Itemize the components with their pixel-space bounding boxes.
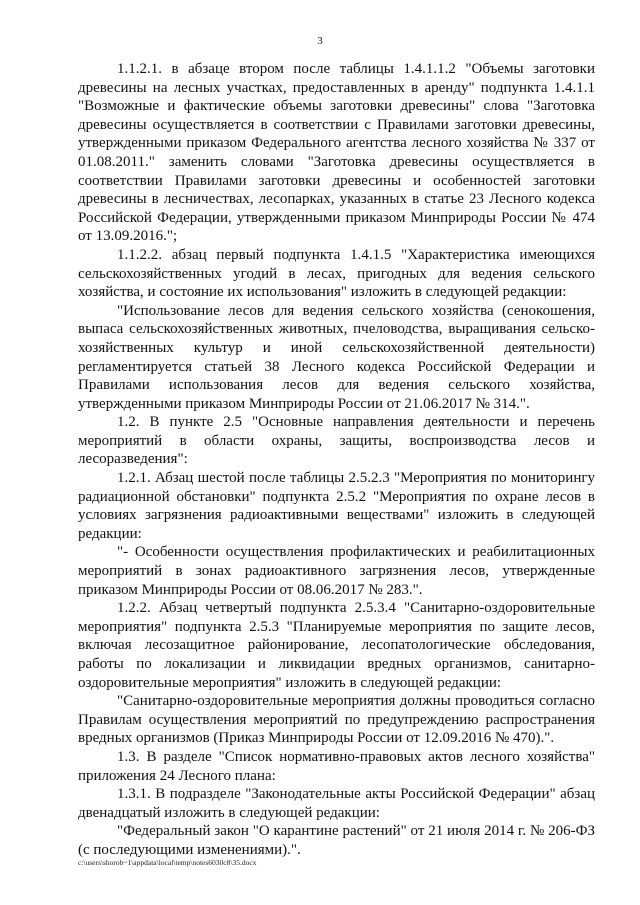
paragraph-1-1-2-2: 1.1.2.2. абзац первый подпункта 1.4.1.5 "Характеристика имеющихся сельскохозяйственных угодий в лесах, пригодных для ведения сельского хозяйства, и состояние их использования" изложить в следующей редакции: [78,246,595,301]
page-number: 3 [317,35,323,47]
paragraph-1-2: 1.2. В пункте 2.5 "Основные направления деятельности и перечень мероприятий в области охраны, защиты, воспроизводства лесов и лесоразведения": [78,414,595,468]
paragraph-quarantine-quote: "Федеральный закон "О карантине растений" от 21 июля 2014 г. № 206-ФЗ (с последующими изменениями).". [78,823,595,858]
paragraph-1-2-1: 1.2.1. Абзац шестой после таблицы 2.5.2.3 "Мероприятия по мониторингу радиационной обстановки" подпункта 2.5.2 "Мероприятия по охране лесов в условиях загрязнения радиоактивными веществами" изложить в следующей редакции: [78,470,595,542]
paragraph-1-3-1: 1.3.1. В подразделе "Законодательные акты Российской Федерации" абзац двенадцатый изложить в следующей редакции: [78,786,595,821]
footer-file-path: c:\users\shorob~1\appdata\local\temp\notes6030c8\35.docx [78,858,257,867]
paragraph-agriculture-quote: "Использование лесов для ведения сельского хозяйства (сенокошения, выпаса сельскохозяйственных животных, пчеловодства, выращивания сельско-хозяйственных культур и иной сельскохозяйственной деятельности) регламентируется статьей 38 Лесного кодекса Российской Федерации и Правилами использования лесов для ведения сельского хозяйства, утвержденными приказом Минприроды России от 21.06.2017 № 314.". [78,302,595,412]
paragraph-radiation-quote: "- Особенности осуществления профилактических и реабилитационных мероприятий в зонах радиоактивного загрязнения лесов, утвержденные приказом Минприроды России от 08.06.2017 № 283.". [78,544,595,598]
paragraph-sanitary-quote: "Санитарно-оздоровительные мероприятия должны проводиться согласно Правилам осуществления мероприятий по предупреждению распространения вредных организмов (Приказ Минприроды России от 12.09.2016 № 470).". [78,693,595,747]
document-body [78,60,595,860]
paragraph-1-3: 1.3. В разделе "Список нормативно-правовых актов лесного хозяйства" приложения 24 Лесного плана: [78,748,595,784]
paragraph-1-1-2-1: 1.1.2.1. в абзаце втором после таблицы 1.4.1.1.2 "Объемы заготовки древесины на лесных участках, предоставленных в аренду" подпункта 1.4.1.1 "Возможные и фактические объемы заготовки древесины" слова "Заготовка древесины осуществляется в соответствии с Правилами заготовки древесины, утвержденными приказом Федерального агентства лесного хозяйства № 337 от 01.08.2011." заменить словами "Заготовка древесины осуществляется в соответствии Правилами заготовки древесины и особенностей заготовки древесины в лесничествах, лесопарках, указанных в статье 23 Лесного кодекса Российской Федерации, утвержденными приказом Минприроды России № 474 от 13.09.2016."; [78,61,595,245]
paragraph-1-2-2: 1.2.2. Абзац четвертый подпункта 2.5.3.4 "Санитарно-оздоровительные мероприятия" подпункта 2.5.3 "Планируемые мероприятия по защите лесов, включая лесозащитное районирование, лесопатологические обследования, работы по локализации и ликвидации вредных организмов, санитарно-оздоровительные мероприятия" изложить в следующей редакции: [78,600,595,691]
